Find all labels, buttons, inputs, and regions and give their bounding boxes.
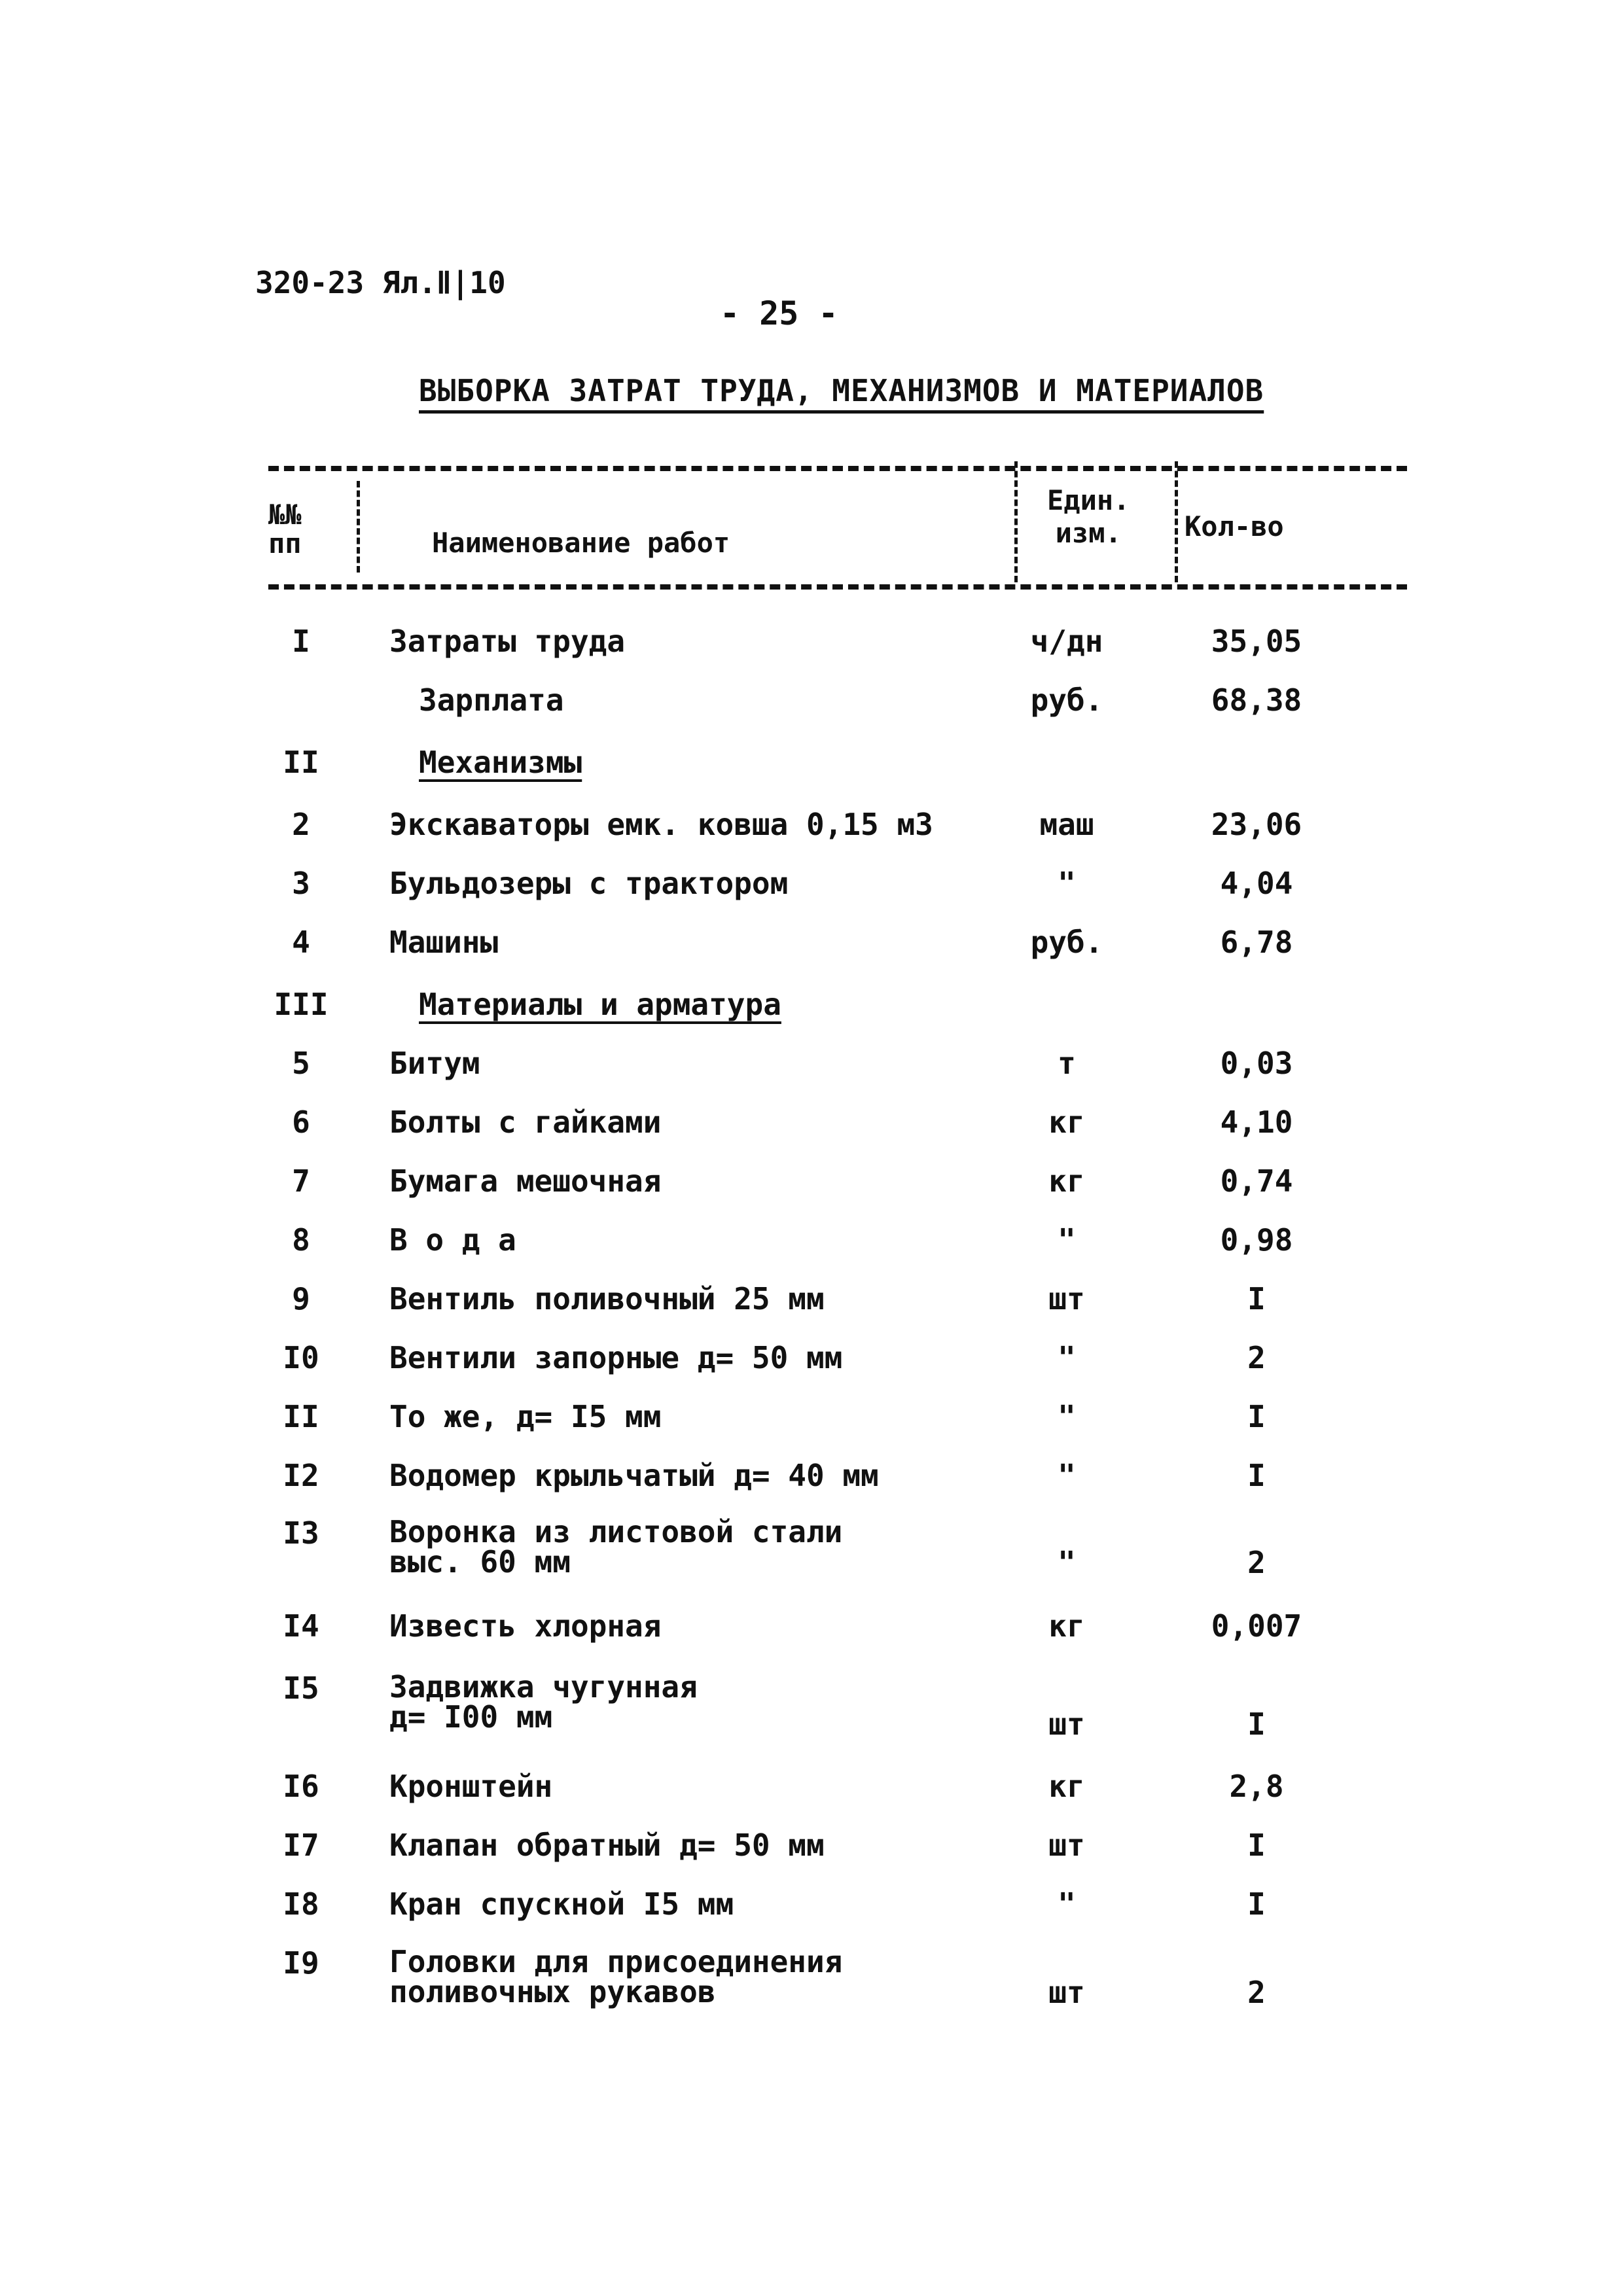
row-name: Зарплата bbox=[419, 682, 564, 718]
row-num: I6 bbox=[283, 1769, 319, 1804]
row-name: Кронштейн bbox=[389, 1769, 553, 1804]
row-num: 3 bbox=[292, 866, 310, 901]
row-num: 5 bbox=[292, 1046, 310, 1081]
row-num: I7 bbox=[283, 1828, 319, 1863]
row-name: Вентиль поливочный 25 мм bbox=[389, 1281, 825, 1316]
row-unit: " bbox=[1058, 1545, 1076, 1580]
row-qty: 0,74 bbox=[1220, 1163, 1293, 1199]
section-heading: Материалы и арматура bbox=[419, 987, 781, 1022]
row-qty: 0,98 bbox=[1220, 1222, 1293, 1258]
row-qty: I bbox=[1247, 1458, 1266, 1493]
row-unit: шт bbox=[1048, 1706, 1085, 1742]
row-name: Экскаваторы емк. ковша 0,15 м3 bbox=[389, 807, 933, 842]
row-unit: т bbox=[1058, 1046, 1076, 1081]
row-num: I5 bbox=[283, 1670, 319, 1706]
row-num: I2 bbox=[283, 1458, 319, 1493]
row-num: 4 bbox=[292, 925, 310, 960]
row-name: Затраты труда bbox=[389, 624, 626, 659]
row-name: Головки для присоединения поливочных рукавов bbox=[389, 1944, 843, 2009]
row-name: Кран спускной I5 мм bbox=[389, 1886, 734, 1922]
row-num: I9 bbox=[283, 1945, 319, 1981]
row-qty: 23,06 bbox=[1211, 807, 1302, 842]
row-num: I8 bbox=[283, 1886, 319, 1922]
row-num: 2 bbox=[292, 807, 310, 842]
row-name: Бумага мешочная bbox=[389, 1163, 662, 1199]
column-header-qty: Кол-во bbox=[1185, 510, 1284, 542]
row-qty: I bbox=[1247, 1281, 1266, 1316]
column-divider bbox=[1175, 461, 1178, 582]
row-num: I4 bbox=[283, 1608, 319, 1644]
row-unit: кг bbox=[1048, 1608, 1085, 1644]
row-unit: кг bbox=[1048, 1104, 1085, 1140]
row-name: Известь хлорная bbox=[389, 1608, 662, 1644]
header-bottom-divider bbox=[268, 584, 1407, 590]
row-unit: " bbox=[1058, 1222, 1076, 1258]
row-name: Клапан обратный д= 50 мм bbox=[389, 1828, 825, 1863]
row-qty: 35,05 bbox=[1211, 624, 1302, 659]
row-unit: " bbox=[1058, 1340, 1076, 1375]
row-qty: I bbox=[1247, 1706, 1266, 1742]
row-qty: 2,8 bbox=[1229, 1769, 1284, 1804]
page-number: - 25 - bbox=[720, 294, 838, 332]
row-qty: 0,03 bbox=[1220, 1046, 1293, 1081]
row-num: 6 bbox=[292, 1104, 310, 1140]
column-divider bbox=[1014, 461, 1018, 582]
column-header-num: №№ пп bbox=[268, 499, 302, 559]
row-unit: руб. bbox=[1030, 925, 1103, 960]
row-num: I0 bbox=[283, 1340, 319, 1375]
row-name: В о д а bbox=[389, 1222, 516, 1258]
row-unit: ч/дн bbox=[1030, 624, 1103, 659]
row-unit: шт bbox=[1048, 1828, 1085, 1863]
row-qty: 68,38 bbox=[1211, 682, 1302, 718]
row-name: То же, д= I5 мм bbox=[389, 1399, 662, 1434]
row-name: Болты с гайками bbox=[389, 1104, 662, 1140]
row-qty: 2 bbox=[1247, 1545, 1266, 1580]
row-num: I bbox=[292, 624, 310, 659]
row-qty: 4,10 bbox=[1220, 1104, 1293, 1140]
row-qty: 0,007 bbox=[1211, 1608, 1302, 1644]
row-qty: 6,78 bbox=[1220, 925, 1293, 960]
row-qty: I bbox=[1247, 1886, 1266, 1922]
row-num: 7 bbox=[292, 1163, 310, 1199]
section-heading: Механизмы bbox=[419, 745, 582, 780]
row-num: II bbox=[283, 1399, 319, 1434]
row-name: Воронка из листовой стали выс. 60 мм bbox=[389, 1514, 843, 1580]
row-unit: кг bbox=[1048, 1163, 1085, 1199]
row-unit: кг bbox=[1048, 1769, 1085, 1804]
header-top-divider bbox=[268, 466, 1407, 471]
row-unit: " bbox=[1058, 1399, 1076, 1434]
document-title: ВЫБОРКА ЗАТРАТ ТРУДА, МЕХАНИЗМОВ И МАТЕРИАЛОВ bbox=[419, 373, 1264, 408]
row-unit: шт bbox=[1048, 1281, 1085, 1316]
row-qty: 2 bbox=[1247, 1340, 1266, 1375]
row-num: III bbox=[274, 987, 329, 1022]
row-num: II bbox=[283, 745, 319, 780]
row-name: Водомер крыльчатый д= 40 мм bbox=[389, 1458, 879, 1493]
row-num: 9 bbox=[292, 1281, 310, 1316]
row-name: Машины bbox=[389, 925, 499, 960]
row-qty: 2 bbox=[1247, 1975, 1266, 2010]
row-unit: " bbox=[1058, 1886, 1076, 1922]
row-qty: I bbox=[1247, 1828, 1266, 1863]
column-header-name: Наименование работ bbox=[432, 527, 730, 559]
row-unit: руб. bbox=[1030, 682, 1103, 718]
row-qty: I bbox=[1247, 1399, 1266, 1434]
row-unit: " bbox=[1058, 1458, 1076, 1493]
row-name: Бульдозеры с трактором bbox=[389, 866, 789, 901]
row-name: Вентили запорные д= 50 мм bbox=[389, 1340, 843, 1375]
document-code: 320-23 Ял.Ⅱ|10 bbox=[255, 265, 506, 300]
row-num: 8 bbox=[292, 1222, 310, 1258]
row-unit: шт bbox=[1048, 1975, 1085, 2010]
row-unit: маш bbox=[1039, 807, 1094, 842]
column-divider bbox=[357, 481, 360, 573]
row-name: Битум bbox=[389, 1046, 480, 1081]
row-name: Задвижка чугунная д= I00 мм bbox=[389, 1669, 698, 1735]
row-num: I3 bbox=[283, 1515, 319, 1551]
column-header-unit: Един. изм. bbox=[1047, 484, 1130, 549]
row-qty: 4,04 bbox=[1220, 866, 1293, 901]
row-unit: " bbox=[1058, 866, 1076, 901]
